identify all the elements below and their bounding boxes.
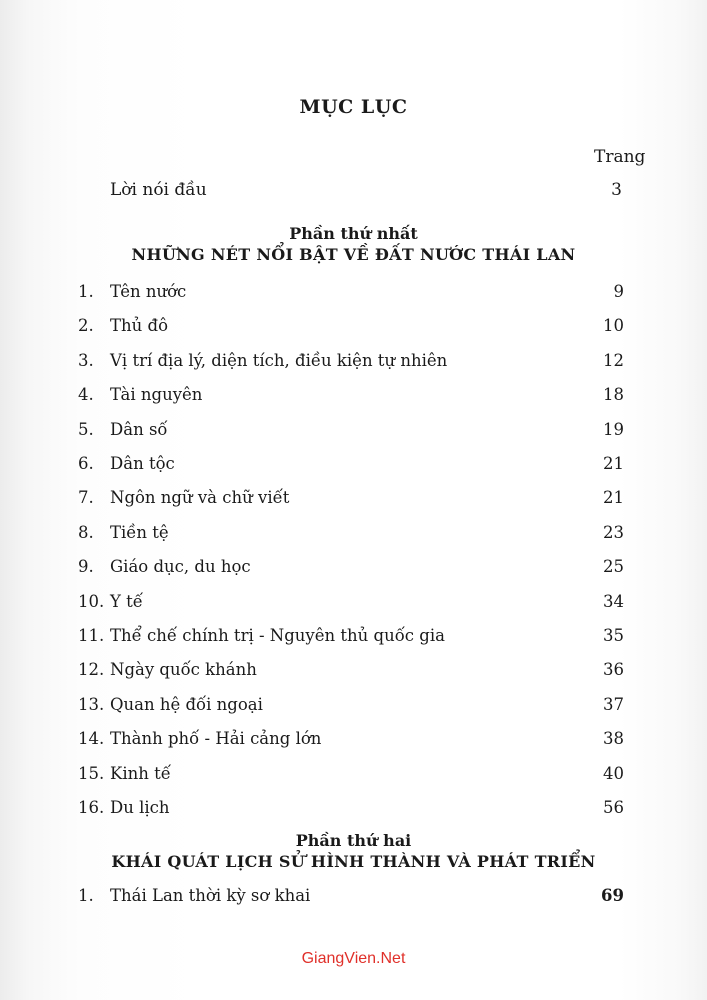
toc-item-label: Thành phố - Hải cảng lớn bbox=[110, 729, 322, 749]
toc-item-page: 40 bbox=[603, 763, 624, 783]
toc-row bbox=[78, 886, 624, 910]
toc-item-label: Kinh tế bbox=[110, 763, 171, 783]
toc-item-page: 12 bbox=[603, 350, 624, 370]
toc-item-number: 8. bbox=[78, 522, 94, 542]
toc-row bbox=[78, 695, 624, 719]
toc-item-number: 3. bbox=[78, 350, 94, 370]
toc-row bbox=[78, 523, 624, 547]
toc-item-number: 15. bbox=[78, 763, 105, 783]
toc-item-label: Thể chế chính trị - Nguyên thủ quốc gia bbox=[110, 626, 445, 645]
toc-row bbox=[78, 592, 624, 616]
toc-item-number: 5. bbox=[78, 419, 94, 439]
toc-item-page: 21 bbox=[603, 454, 624, 473]
toc-item-number: 10. bbox=[78, 591, 105, 611]
toc-row bbox=[78, 351, 624, 375]
toc-item-page: 69 bbox=[601, 886, 624, 905]
toc-row bbox=[78, 798, 624, 822]
part1-title: NHỮNG NÉT NỔI BẬT VỀ ĐẤT NƯỚC THÁI LAN bbox=[131, 245, 576, 264]
toc-row bbox=[78, 660, 624, 684]
toc-item-page: 10 bbox=[603, 316, 624, 336]
toc-item-page: 25 bbox=[603, 557, 624, 577]
toc-row bbox=[78, 316, 624, 340]
toc-item-number: 16. bbox=[78, 798, 105, 817]
toc-item-page: 35 bbox=[603, 626, 624, 645]
toc-item-page: 37 bbox=[603, 694, 624, 714]
toc-item-page: 21 bbox=[603, 488, 624, 508]
part2-subtitle: Phần thứ hai bbox=[295, 831, 412, 850]
toc-item-number: 9. bbox=[78, 557, 94, 577]
toc-row bbox=[78, 454, 624, 478]
toc-item-page: 36 bbox=[603, 660, 624, 680]
toc-item-number: 12. bbox=[78, 660, 105, 680]
toc-item-number: 11. bbox=[78, 626, 105, 645]
toc-row bbox=[78, 385, 624, 409]
toc-item-page: 38 bbox=[603, 729, 624, 749]
toc-row bbox=[78, 282, 624, 306]
toc-item-number: 14. bbox=[78, 729, 105, 749]
toc-item-page: 56 bbox=[603, 798, 624, 817]
toc-item-label: Ngày quốc khánh bbox=[110, 660, 257, 680]
toc-item-number: 7. bbox=[78, 488, 94, 508]
page-title: MỤC LỤC bbox=[299, 96, 408, 118]
part2-title: KHÁI QUÁT LỊCH SỬ HÌNH THÀNH VÀ PHÁT TRIỂN bbox=[111, 852, 596, 871]
toc-item-label: Dân số bbox=[110, 419, 168, 439]
toc-row bbox=[78, 626, 624, 650]
part1-subtitle: Phần thứ nhất bbox=[289, 224, 418, 243]
toc-item-page: 9 bbox=[613, 282, 624, 301]
toc-item-label: Giáo dục, du học bbox=[110, 557, 251, 577]
toc-item-number: 2. bbox=[78, 316, 94, 336]
toc-item-label: Tài nguyên bbox=[110, 385, 203, 405]
toc-item-number: 13. bbox=[78, 694, 105, 714]
toc-row bbox=[78, 420, 624, 444]
toc-item-label: Thái Lan thời kỳ sơ khai bbox=[110, 886, 311, 905]
toc-item-page: 18 bbox=[603, 385, 624, 405]
toc-row bbox=[78, 557, 624, 581]
toc-item-label: Vị trí địa lý, diện tích, điều kiện tự nhiên bbox=[110, 350, 448, 370]
toc-item-label: Y tế bbox=[110, 591, 143, 611]
toc-item-label: Tên nước bbox=[110, 282, 187, 301]
toc-item-number: 6. bbox=[78, 454, 94, 473]
watermark: GiangVien.Net bbox=[301, 950, 406, 967]
toc-item-page: 19 bbox=[603, 419, 624, 439]
toc-row bbox=[78, 764, 624, 788]
toc-item-number: 1. bbox=[78, 886, 94, 905]
toc-item-label: Du lịch bbox=[110, 798, 170, 817]
toc-row bbox=[78, 729, 624, 753]
toc-item-label: Tiền tệ bbox=[110, 522, 169, 542]
toc-item-number: 4. bbox=[78, 385, 94, 405]
intro-page-number: 3 bbox=[611, 180, 622, 200]
toc-item-page: 23 bbox=[603, 522, 624, 542]
toc-row bbox=[78, 488, 624, 512]
toc-item-label: Quan hệ đối ngoại bbox=[110, 694, 263, 714]
page-column-header: Trang bbox=[594, 147, 646, 167]
toc-item-number: 1. bbox=[78, 282, 94, 301]
toc-item-label: Dân tộc bbox=[110, 454, 175, 473]
toc-item-label: Ngôn ngữ và chữ viết bbox=[110, 488, 290, 508]
toc-item-page: 34 bbox=[603, 591, 624, 611]
intro-label: Lời nói đầu bbox=[110, 180, 207, 200]
toc-item-label: Thủ đô bbox=[110, 316, 168, 336]
